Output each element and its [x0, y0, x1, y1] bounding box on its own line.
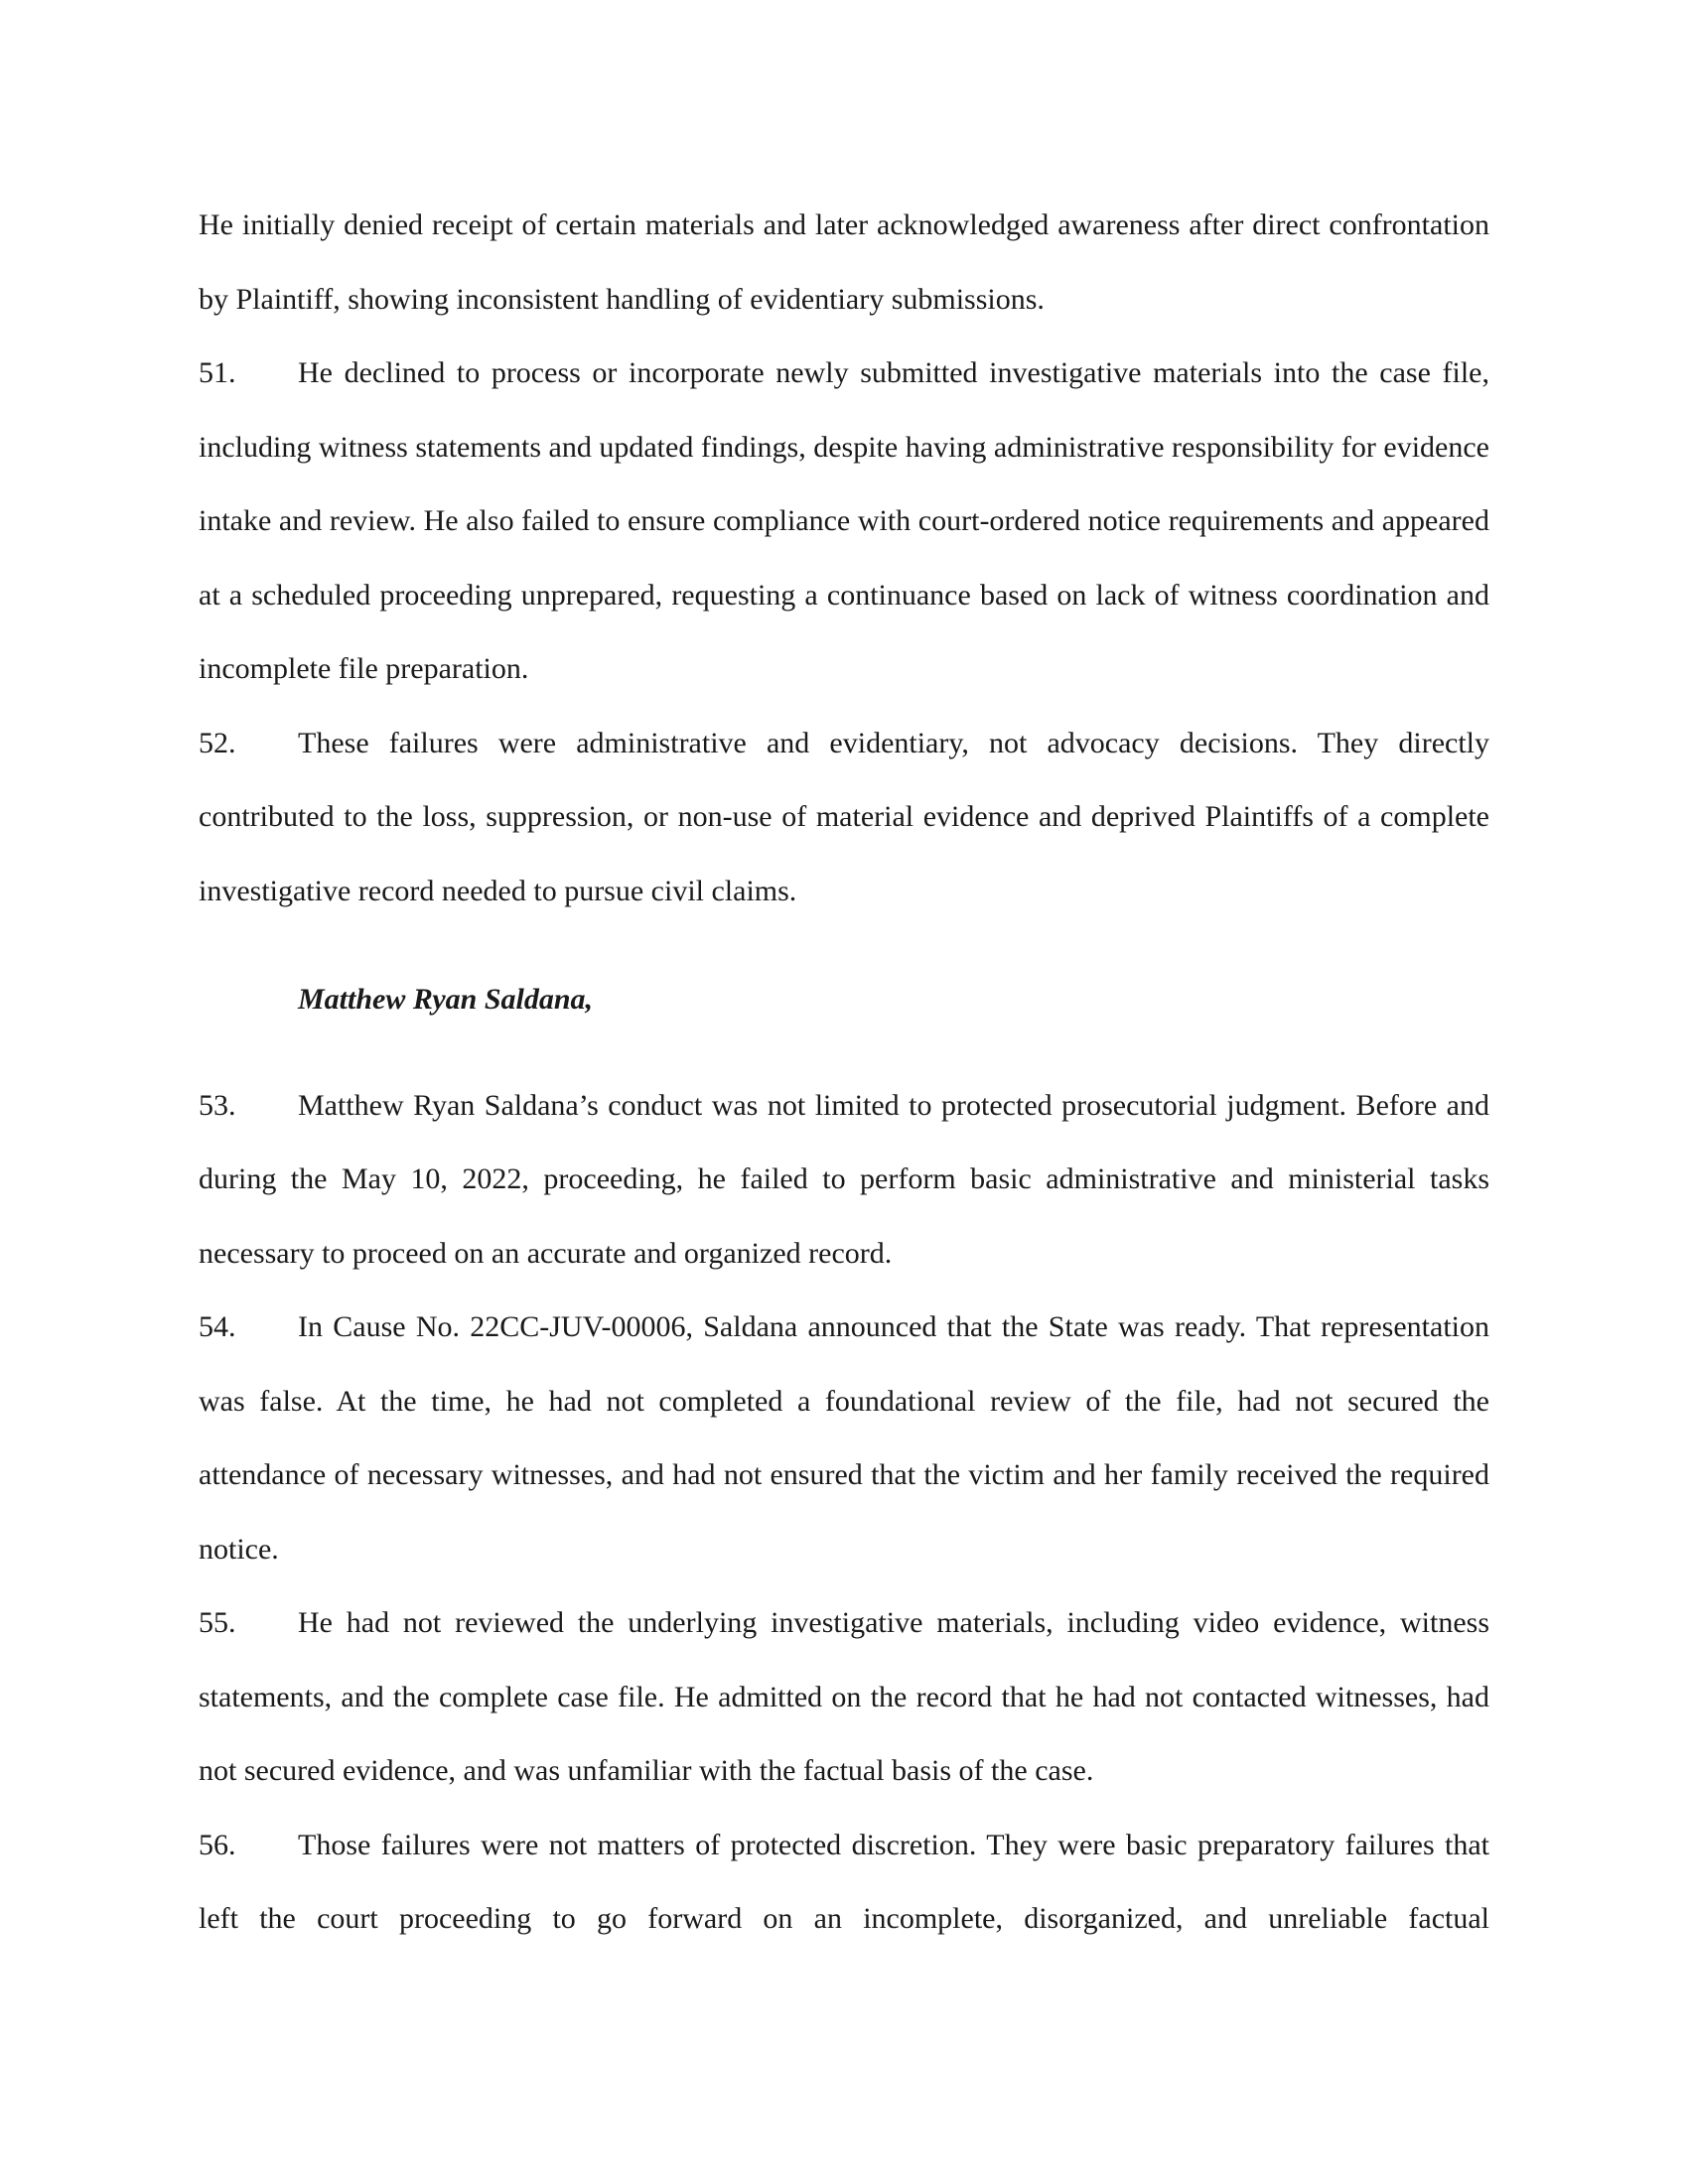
- paragraph-text: Those failures were not matters of protected discretion. They were basic preparatory failures that left the court proceeding to go forward on an incomplete, disorganized, and unreliable factual: [199, 1828, 1489, 1935]
- spacer: [199, 1037, 1489, 1069]
- paragraph-54: [199, 1291, 1489, 1586]
- paragraph-number: 51.: [199, 356, 236, 389]
- paragraph-55: [199, 1586, 1489, 1809]
- paragraph-number: 53.: [199, 1088, 236, 1122]
- intro-paragraph-text: He initially denied receipt of certain materials and later acknowledged awareness after direct confrontation by Plaintiff, showing inconsistent handling of evidentiary submissions.: [199, 208, 1489, 316]
- paragraph-51: [199, 337, 1489, 707]
- document-body: [199, 189, 1489, 1957]
- section-heading: Matthew Ryan Saldana,: [298, 983, 594, 1016]
- paragraph-number: 52.: [199, 726, 236, 759]
- paragraph-number: 56.: [199, 1828, 236, 1861]
- paragraph-text: Matthew Ryan Saldana’s conduct was not limited to protected prosecutorial judgment. Before and during the May 10, 2022, proceeding, he failed to perform basic administrative and ministerial tasks necessary to proceed on an accurate and organized record.: [199, 1088, 1489, 1270]
- intro-paragraph: [199, 189, 1489, 337]
- paragraph-text: These failures were administrative and evidentiary, not advocacy decisions. They directly contributed to the loss, suppression, or non-use of material evidence and deprived Plaintiffs of a complete investigative record needed to pursue civil claims.: [199, 726, 1489, 907]
- paragraph-number: 54.: [199, 1310, 236, 1343]
- paragraph-text: In Cause No. 22CC-JUV-00006, Saldana announced that the State was ready. That representation was false. At the time, he had not completed a foundational review of the file, had not secured the attendance of necessary witnesses, and had not ensured that the victim and her family received the required notice.: [199, 1310, 1489, 1566]
- paragraph-number: 55.: [199, 1606, 236, 1639]
- paragraph-56: [199, 1809, 1489, 1957]
- paragraph-text: He declined to process or incorporate newly submitted investigative materials into the case file, including witness statements and updated findings, despite having administrative responsibility for evidence intake and review. He also failed to ensure compliance with court-ordered notice requirements and appeared at a scheduled proceeding unprepared, requesting a continuance based on lack of witness coordination and incomplete file preparation.: [199, 356, 1489, 685]
- paragraph-text: He had not reviewed the underlying investigative materials, including video evidence, witness statements, and the complete case file. He admitted on the record that he had not contacted witnesses, had not secured evidence, and was unfamiliar with the factual basis of the case.: [199, 1606, 1489, 1787]
- paragraph-52: [199, 707, 1489, 929]
- paragraph-53: [199, 1069, 1489, 1292]
- spacer: [199, 928, 1489, 963]
